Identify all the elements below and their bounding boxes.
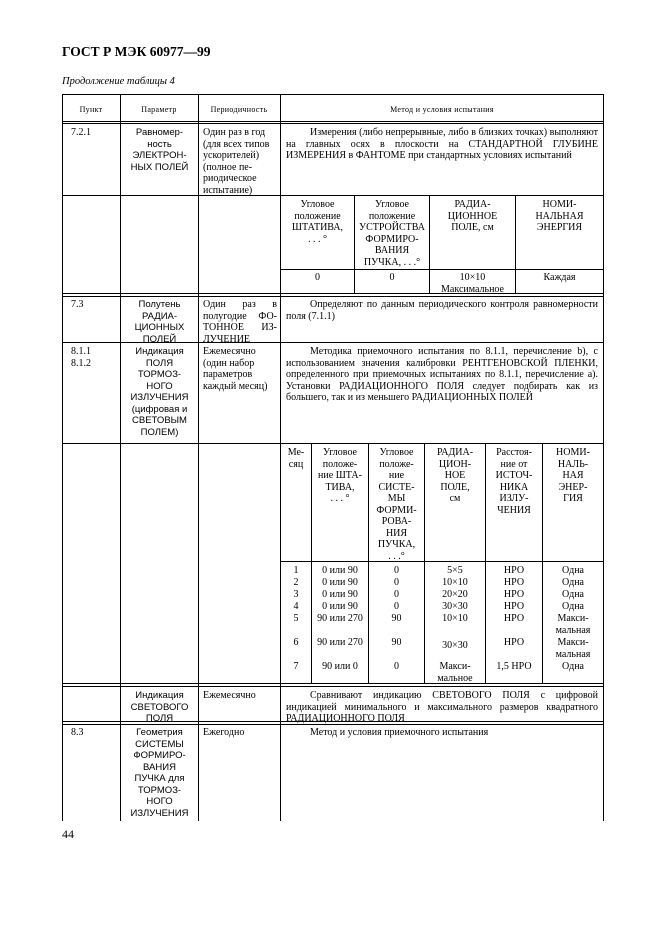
column-header-item: Пункт: [79, 105, 103, 114]
cell-gantry-angle: 90 или 0: [322, 661, 358, 672]
column-header-periodicity: Периодичность: [210, 105, 268, 114]
item-number: 8.1.1 8.1.2: [71, 346, 91, 369]
periodicity-text: Один раз в год (для всех типов ускорителей) (полное пе-риодическое испытание): [203, 127, 270, 196]
item-number: 7.2.1: [71, 127, 91, 138]
cell-distance: НРО: [503, 577, 525, 588]
cell-value: 0: [389, 272, 395, 283]
cell-distance: НРО: [503, 613, 525, 624]
method-text: Определяют по данным периодического контроля равномерности поля (7.1.1): [286, 299, 598, 322]
cell-field-size: Макси- мальное: [437, 661, 473, 684]
table-rule: [62, 293, 604, 294]
table-rule: [62, 296, 604, 297]
cell-month: 1: [293, 565, 299, 576]
page-number: 44: [62, 827, 74, 841]
cell-gantry-angle: 90 или 270: [317, 637, 363, 648]
cell-energy: Одна: [562, 661, 584, 672]
parameter-name: Геометрия СИСТЕМЫ ФОРМИРО- ВАНИЯ ПУЧКА для ТОРМОЗ- НОГО ИЗЛУЧЕНИЯ: [130, 727, 189, 819]
cell-energy: Макси- мальная: [555, 613, 591, 636]
cell-month: 2: [293, 577, 299, 588]
cell-distance: 1,5 НРО: [496, 661, 532, 672]
method-text: Сравнивают индикацию СВЕТОВОГО ПОЛЯ с цифровой индикацией минимального и максимального размеров квадратного РАДИАЦИОННОГО ПОЛЯ: [286, 690, 598, 724]
cell-field-size: 20×20: [442, 589, 468, 600]
method-text: Метод и условия приемочного испытания: [310, 727, 489, 738]
table-rule: [62, 94, 63, 821]
sub-header: НОМИ- НАЛЬ- НАЯ ЭНЕР- ГИЯ: [556, 447, 590, 504]
cell-value: 0: [315, 272, 320, 283]
cell-distance: НРО: [503, 601, 525, 612]
cell-collimator-angle: 90: [391, 637, 402, 648]
cell-value: 10×10 Максимальное: [441, 272, 504, 295]
table-continuation-label: Продолжение таблицы 4: [62, 76, 175, 87]
periodicity-text: Ежемесячно (один набор параметров каждый месяц): [203, 346, 268, 392]
cell-month: 7: [293, 661, 299, 672]
sub-header: РАДИА- ЦИОННОЕ ПОЛЕ, см: [447, 199, 498, 233]
periodicity-text: Ежегодно: [203, 727, 245, 738]
table-rule: [280, 561, 604, 562]
item-number: 7.3: [71, 299, 84, 310]
cell-energy: Одна: [562, 601, 584, 612]
column-header-parameter: Параметр: [141, 105, 177, 114]
cell-gantry-angle: 0 или 90: [322, 601, 358, 612]
cell-collimator-angle: 90: [391, 613, 402, 624]
cell-collimator-angle: 0: [394, 565, 399, 576]
standards-table: [62, 94, 604, 821]
cell-month: 4: [293, 601, 299, 612]
cell-month: 6: [293, 637, 299, 648]
cell-collimator-angle: 0: [394, 589, 399, 600]
cell-month: 5: [293, 613, 299, 624]
sub-header: Ме- сяц: [287, 447, 305, 470]
periodicity-text: Один раз в полугодие ФО-ТОННОЕ ИЗ-ЛУЧЕНИЕ: [203, 299, 277, 345]
parameter-name: Равномер- ность ЭЛЕКТРОН- НЫХ ПОЛЕЙ: [130, 127, 189, 173]
parameter-name: Индикация ПОЛЯ ТОРМОЗ- НОГО ИЗЛУЧЕНИЯ (цифровая и СВЕТОВЫМ ПОЛЕМ): [130, 346, 189, 438]
cell-month: 3: [293, 589, 299, 600]
cell-field-size: 10×10: [442, 613, 468, 624]
sub-header: Угловое положение ШТАТИВА, . . . °: [291, 199, 344, 245]
cell-gantry-angle: 0 или 90: [322, 589, 358, 600]
cell-energy: Макси- мальная: [555, 637, 591, 660]
cell-distance: НРО: [503, 565, 525, 576]
cell-gantry-angle: 90 или 270: [317, 613, 363, 624]
table-rule: [62, 94, 604, 95]
parameter-name: Индикация СВЕТОВОГО ПОЛЯ: [130, 690, 189, 724]
document-title: ГОСТ Р МЭК 60977—99: [62, 44, 211, 59]
sub-header: Угловое положение УСТРОЙСТВА ФОРМИРО- ВАНИЯ ПУЧКА, . . .°: [358, 199, 426, 268]
cell-value: Каждая: [543, 272, 576, 283]
cell-energy: Одна: [562, 577, 584, 588]
cell-collimator-angle: 0: [394, 577, 399, 588]
sub-header: РАДИА- ЦИОН- НОЕ ПОЛЕ, см: [436, 447, 474, 504]
table-rule: [62, 686, 604, 687]
cell-collimator-angle: 0: [394, 601, 399, 612]
cell-energy: Одна: [562, 589, 584, 600]
table-rule: [62, 443, 604, 444]
cell-energy: Одна: [562, 565, 584, 576]
sub-header: НОМИ- НАЛЬНАЯ ЭНЕРГИЯ: [535, 199, 584, 233]
cell-distance: НРО: [503, 589, 525, 600]
method-text: Измерения (либо непрерывные, либо в близких точках) выполняют на главных осях в плоскости на СТАНДАРТНОЙ ГЛУБИНЕ ИЗМЕРЕНИЯ в ФАНТОМЕ при стандартных условиях испытаний: [286, 127, 598, 161]
table-rule: [198, 94, 199, 821]
cell-gantry-angle: 0 или 90: [322, 565, 358, 576]
column-header-method: Метод и условия испытания: [390, 105, 494, 114]
cell-collimator-angle: 0: [394, 661, 399, 672]
cell-distance: НРО: [503, 637, 525, 648]
periodicity-text: Ежемесячно: [203, 690, 256, 701]
table-rule: [62, 683, 604, 684]
sub-header: Угловое положе- ние СИСТЕ- МЫ ФОРМИ- РОВА- НИЯ ПУЧКА, . . .°: [376, 447, 417, 562]
table-rule: [603, 94, 604, 821]
table-rule: [62, 195, 604, 196]
cell-field-size: 30×30: [442, 640, 468, 651]
cell-field-size: 5×5: [447, 565, 463, 576]
sub-header: Расстоя- ние от ИСТОЧ- НИКА ИЗЛУ- ЧЕНИЯ: [495, 447, 533, 516]
cell-gantry-angle: 0 или 90: [322, 577, 358, 588]
parameter-name: Полутень РАДИА- ЦИОННЫХ ПОЛЕЙ: [134, 299, 185, 345]
table-rule: [62, 123, 604, 124]
cell-field-size: 10×10: [442, 577, 468, 588]
cell-field-size: 30×30: [442, 601, 468, 612]
method-text: Методика приемочного испытания по 8.1.1, перечисление b), с использованием значения калибровки РЕНТГЕНОВСКОЙ ПЛЕНКИ, определенного при приемочных испытаниях по 8.1.1, перечисление a). Установки РАДИАЦИОННОГО ПОЛЯ следует подбирать как из большего, так и из меньшего РАДИАЦИОННЫХ ПОЛЕЙ: [286, 346, 598, 403]
sub-header: Угловое положе- ние ШТА- ТИВА, . . . °: [318, 447, 362, 504]
table-rule: [280, 269, 604, 270]
item-number: 8.3: [71, 727, 84, 738]
table-rule: [62, 121, 604, 122]
